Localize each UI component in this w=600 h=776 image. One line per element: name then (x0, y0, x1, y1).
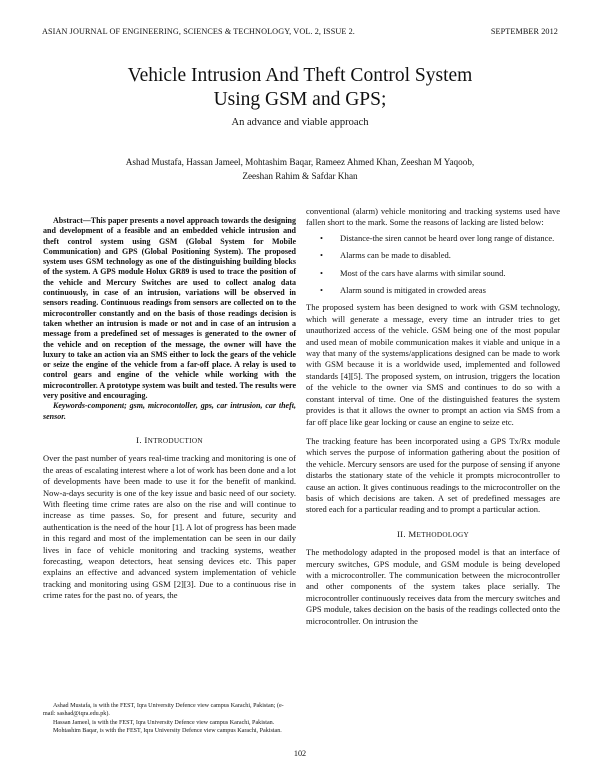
right-intro-paragraph: conventional (alarm) vehicle monitoring and tracking systems used have fallen short to the mark. Some the reasons of lacking are listed below: (306, 206, 560, 228)
footnote: Hassan Jameel, is with the FEST, Iqra University Defence view campus Karachi, Pakistan. (53, 719, 275, 726)
page-number: 102 (293, 749, 307, 758)
section-heading-introduction (43, 435, 296, 447)
journal-name: ASIAN JOURNAL OF ENGINEERING, SCIENCES & TECHNOLOGY, VOL. 2, ISSUE 2. (42, 27, 355, 36)
footnote: Ashad Mustafa, is with the FEST, Iqra University Defence view campus Karachi, Pakistan; (e-mail: sashad@iqra.edu.pk). (43, 703, 284, 718)
title-line-2: Using GSM and GPS; (213, 89, 387, 110)
methodology-paragraph: The methodology adapted in the proposed model is that an interface of mercury switches, GPS module, and GSM module is being developed with a microcontroller. The communication between the microcontroller and other components of the system takes place serially. The microcontroller continuously receives data from the mercury switches and GPS module, takes decision on the basis of the readings collected onto the microcontroller. On intrusion the (306, 547, 560, 626)
section-number: II. (396, 528, 406, 539)
bullet-icon: • (320, 250, 323, 261)
right-column (306, 206, 560, 627)
keywords: Keywords-component; gsm, microcontoller, gps, car intrusion, car theft, sensor. (43, 401, 296, 421)
section-heading-methodology (306, 529, 560, 541)
footnote: Mohtashim Baqar, is with the FEST, Iqra University Defence view campus Karachi, Pakistan. (53, 728, 282, 735)
abstract: Abstract—This paper presents a novel approach towards the designing and development of a feasible and an embedded vehicle intrusion and theft control system using GSM (Global System for Mobile Communication) and GPS (Global Positioning System). The proposed system uses GSM technology as one of the distinguishing building blocks of the system. A GPS module Holux GR89 is used to trace the position of the vehicle and Mercury Switches are used to collect analog data continuously, in case of an intrusion, variations will be observed in sensors reading. Continuous readings from sensors are collected on to the microcontroller constantly and on the basis of those readings decision is taken whether an intrusion is made or not and in case of an intrusion a message from a predefined set of messages is generated to the owner of the vehicle and on reception of the message, the owner will have the luxury to take an action via an SMS either to lock the gears of the vehicle or seize the engine of the vehicle from a far-off place. A relay is used to control gears and engine of the vehicle while working with the microcontroller. A prototype system was built and tested. The results were very positive and encouraging. (43, 216, 296, 401)
proposed-system-paragraph: The proposed system has been designed to work with GSM technology, which will generate a message, every time an intruder tries to get unauthorized access of the vehicle. GSM being one of the most popular and used mean of mobile communication makes it viable and unique in a way that many of the systems/applications designed can be made to work with GSM because it is a worldwide used, implemented and followed standards [4][5]. The proposed system, on intrusion, triggers the location of the vehicle to the owner via SMS and continues to do so with a constant interval of time. One of the distinguished features the system provides is that it allows the owner to prompt an action via SMS from a far off place like gear locking or cause an engine to seize etc. (306, 302, 560, 427)
list-item: • Distance-the siren cannot be heard over long range of distance. (320, 232, 555, 243)
list-item: • Alarm sound is mitigated in crowded areas (320, 285, 486, 296)
section-rest: NTRODUCTION (147, 436, 203, 445)
bullet-icon: • (320, 285, 323, 296)
section-first-letter: I (144, 434, 148, 445)
authors-line-2: Zeeshan Rahim & Safdar Khan (242, 170, 358, 181)
bullet-icon: • (320, 267, 323, 278)
authors-line-1: Ashad Mustafa, Hassan Jameel, Mohtashim Baqar, Rameez Ahmed Khan, Zeeshan M Yaqoob, (125, 157, 475, 167)
tracking-paragraph: The tracking feature has been incorporated using a GPS Tx/Rx module which serves the purpose of information gathering about the position of the vehicle. Mercury sensors are used for the purpose of sensing if anyone distarbs the stationary state of the vehicle it prompts microcontroller to cause an action. It gives continuous readings to the microcontroller on the basis of which decisions are taken. A set of predefined messages are stored each for a particular reading and to prompt a particular action. (306, 435, 560, 515)
section-first-letter: M (408, 528, 417, 539)
issue-date: SEPTEMBER 2012 (490, 27, 558, 36)
paper-title (0, 64, 600, 112)
intro-paragraph: Over the past number of years real-time tracking and monitoring is one of the areas of escalating interest where a lot of work has been done and a lot of developments have been made to use it for the benefit of mankind. Now-a-days security is one of the key issue and basic need of our society. With fleeting time crime rates are also on the rise and will continue to increase as time passes. So, for present and future, security and authentication is the need of the hour [1]. A lot of progress has been made in this regard and most of the implementation can be seen in our daily lives in face of vehicle monitoring and tracking systems, weather forecasting, weapon detectors, heat sensing devices etc. This paper explains an effective and advanced system implementation of vehicle tracking and monitoring using GSM [2][3]. Due to a continuous rise in crime rates for the past no. of years, the (43, 453, 296, 601)
running-header (42, 27, 558, 36)
author-footnotes (43, 702, 296, 736)
left-column (43, 216, 296, 602)
bullet-icon: • (320, 232, 323, 243)
paper-subtitle: An advance and viable approach (231, 117, 369, 128)
author-list (60, 156, 540, 183)
title-line-1: Vehicle Intrusion And Theft Control System (127, 65, 473, 86)
lacking-reasons-list (306, 233, 560, 297)
list-item: • Most of the cars have alarms with similar sound. (320, 267, 506, 278)
section-rest: ETHODOLOGY (416, 530, 470, 539)
section-number: I. (136, 434, 142, 445)
list-item: • Alarms can be made to disabled. (320, 250, 451, 261)
